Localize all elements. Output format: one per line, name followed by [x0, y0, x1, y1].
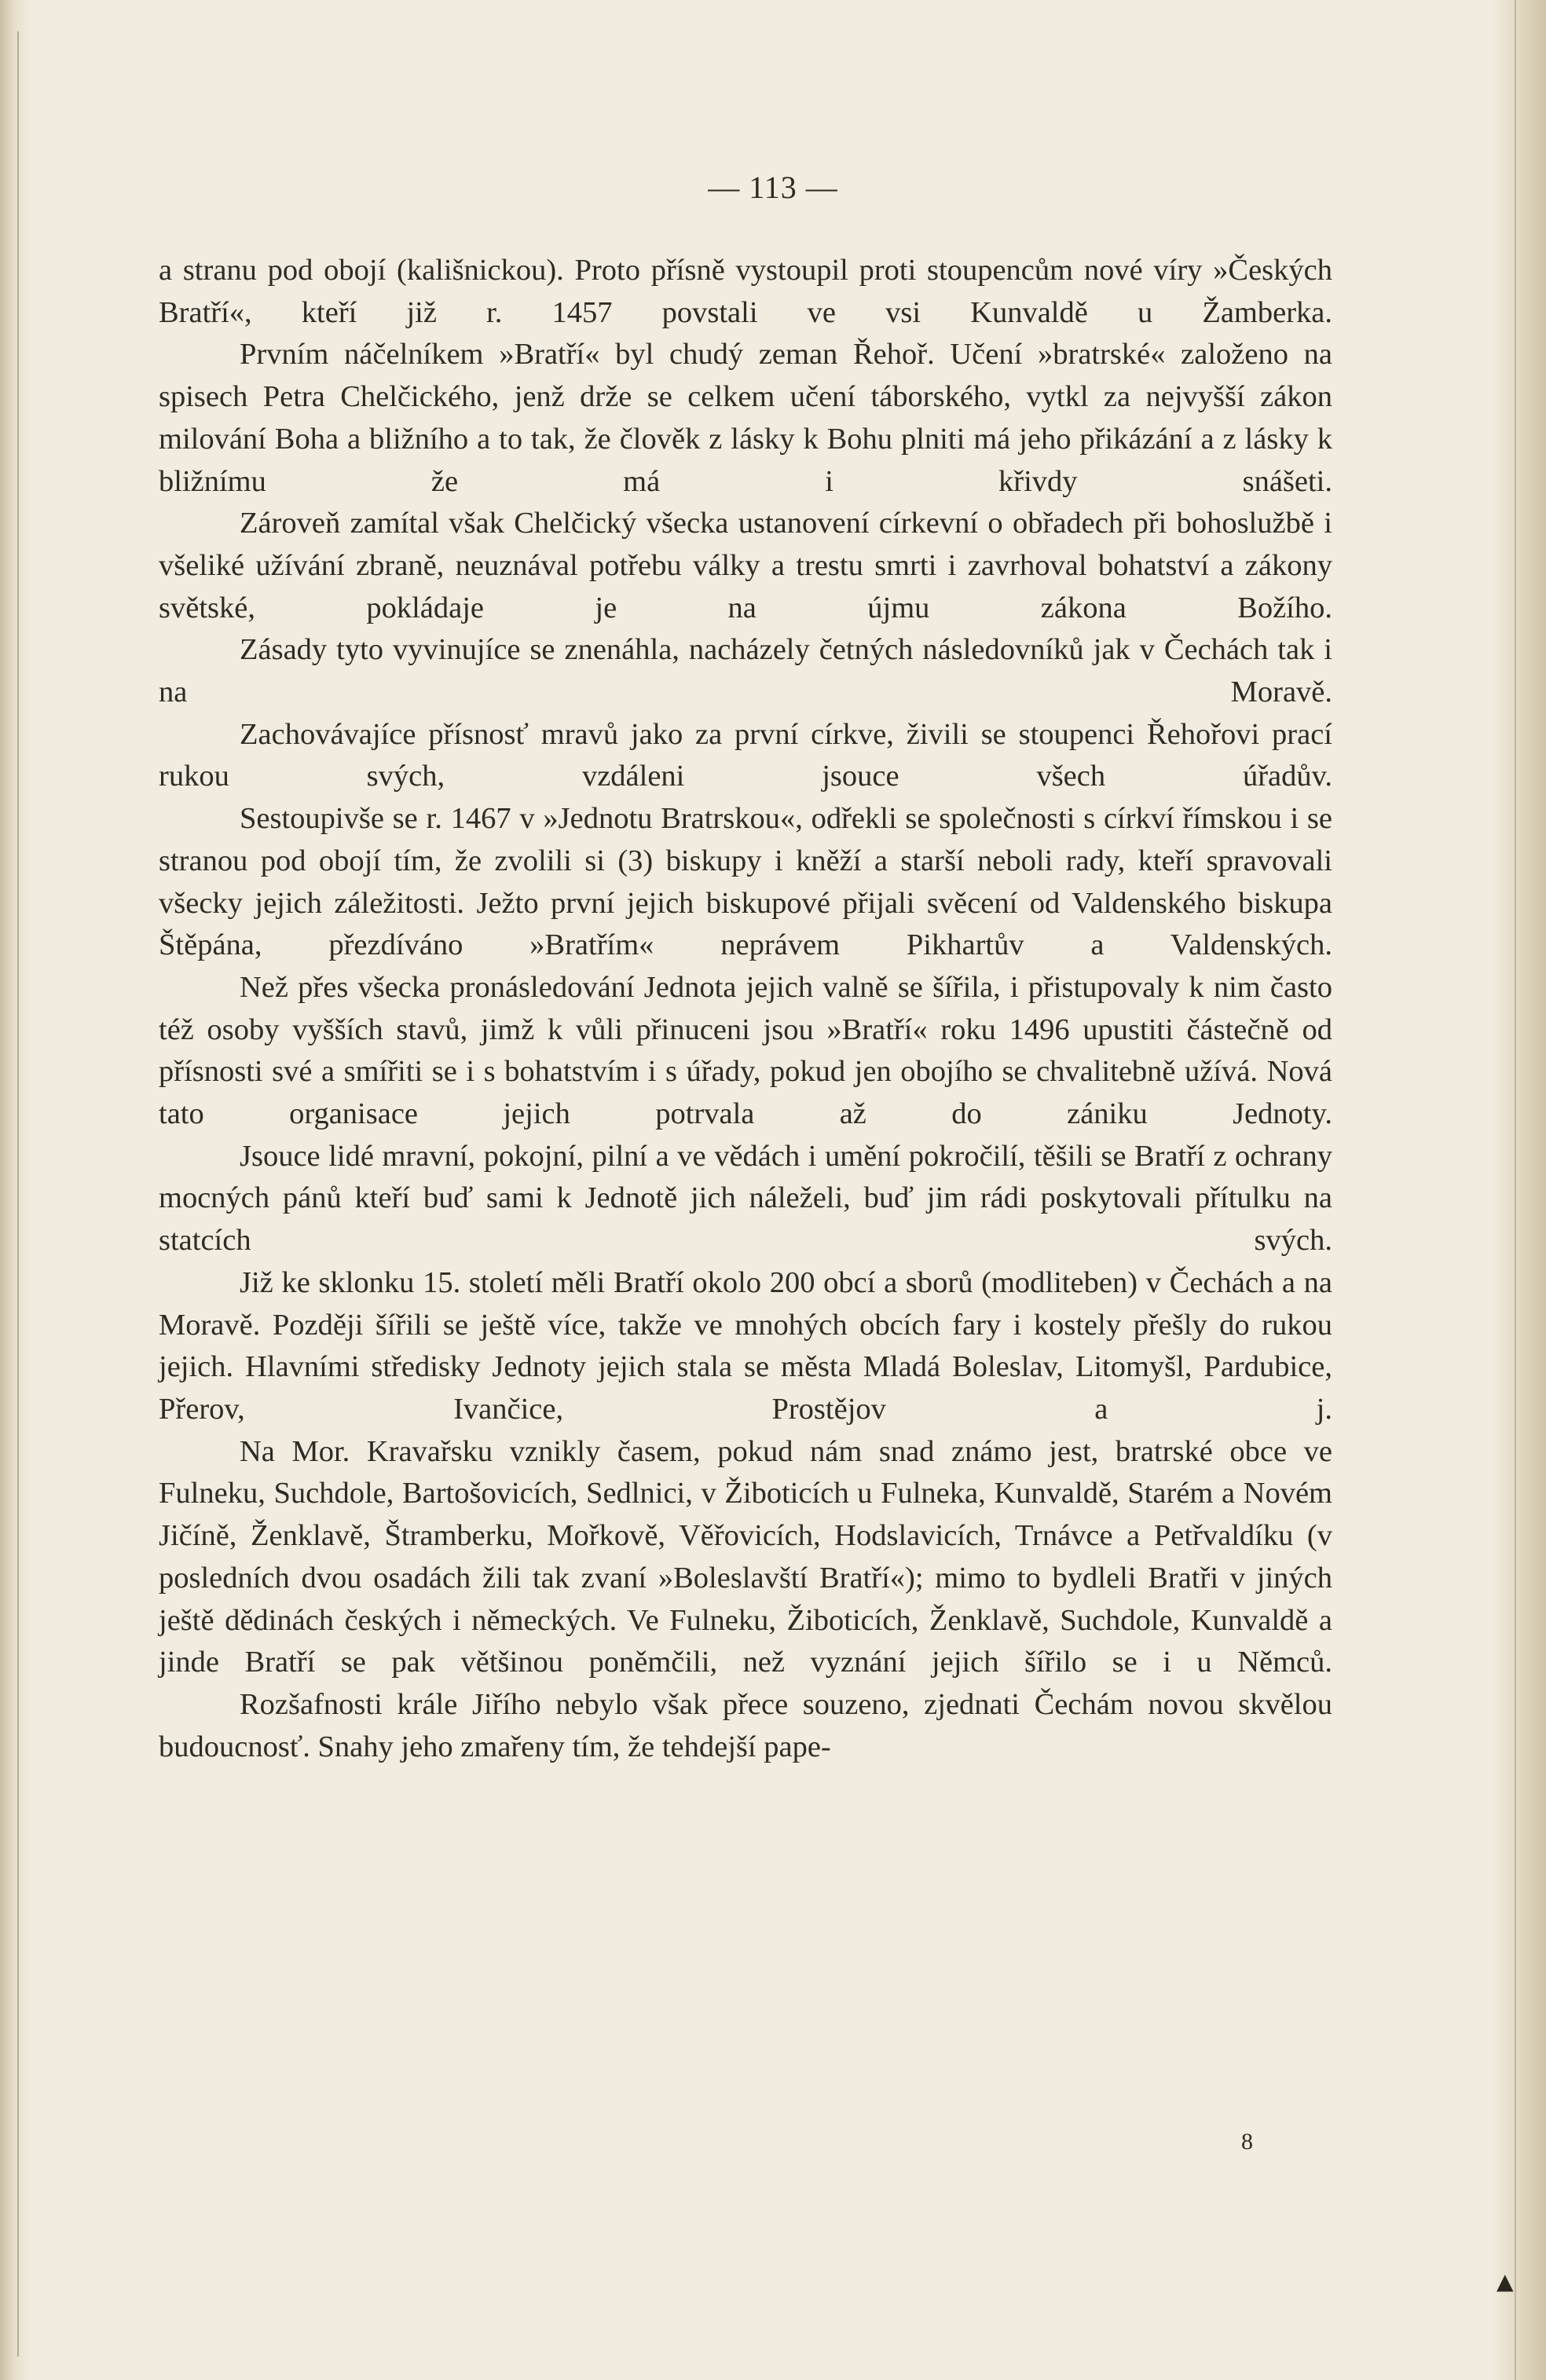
paragraph-1: a stranu pod obojí (kališnickou). Proto přísně vystoupil proti stoupencům nové víry »Českých Bratří«, kteří již r. 1457 povstali ve vsi Kunvaldě u Žamberka.	[159, 254, 1332, 329]
paragraph-4: Zásady tyto vyvinujíce se znenáhla, nacházely četných následovníků jak v Čechách tak i na Moravě.	[159, 633, 1332, 709]
paragraph-10: Na Mor. Kravařsku vznikly časem, pokud nám snad známo jest, bratrské obce ve Fulneku, Suchdole, Bartošovicích, Sedlnici, v Žiboticích u Fulneka, Kunvaldě, Starém a Novém Jičíně, Ženklavě, Štramberku, Mořkově, Věřovicích, Hodslavicích, Trnávce a Petřvaldíku (v posledních dvou osadách žili tak zvaní »Boleslavští Bratří«); mimo to bydleli Bratři v jiných ještě dědinách českých i německých. Ve Fulneku, Žiboticích, Ženklavě, Suchdole, Kunvaldě a jinde Bratří se pak většinou poněmčili, než vyznání jejich šířilo se i u Němců.	[159, 1434, 1332, 1679]
paragraph-6: Sestoupivše se r. 1467 v »Jednotu Bratrskou«, odřekli se společnosti s církví římskou i se stranou pod obojí tím, že zvolili si (3) biskupy i kněží a starší neboli rady, kteří spravovali všecky jejich záležitosti. Ježto první jejich biskupové přijali svěcení od Valdenského biskupa Štěpána, přezdíváno »Bratřím« neprávem Pikhartův a Valdenských.	[159, 802, 1332, 962]
page-number: — 113 —	[708, 170, 838, 205]
paragraph-3: Zároveň zamítal však Chelčický všecka ustanovení církevní o obřadech při bohoslužbě i všeliké užívání zbraně, neuznával potřebu války a trestu smrti i zavrhoval bohatství a zákony světské, pokládaje je na újmu zákona Božího.	[159, 507, 1332, 624]
paragraph-8: Jsouce lidé mravní, pokojní, pilní a ve vědách i umění pokročilí, těšili se Bratří z ochrany mocných pánů kteří buď sami k Jednotě jich náleželi, buď jim rádi poskytovali přítulku na statcích svých.	[159, 1139, 1332, 1258]
body-text	[159, 250, 1332, 1768]
paragraph-7: Než přes všecka pronásledování Jednota jejich valně se šířila, i přistupovaly k nim často též osoby vyšších stavů, jimž k vůli přinuceni jsou »Bratří« roku 1496 upustiti částečně od přísnosti své a smířiti se i s bohatstvím i s úřady, pokud jen obojího se chvalitebně užívá. Nová tato organisace jejich potrvala až do zániku Jednoty.	[159, 970, 1332, 1131]
paragraph-5: Zachovávajíce přísnosť mravů jako za první církve, živili se stoupenci Řehořovi prací rukou svých, vzdáleni jsouce všech úřadův.	[159, 717, 1332, 793]
paragraph-11: Rozšafnosti krále Jiřího nebylo však přece souzeno, zjednati Čechám novou skvělou budoucnosť. Snahy jeho zmařeny tím, že tehdejší pape-	[159, 1687, 1332, 1763]
paragraph-9: Již ke sklonku 15. století měli Bratří okolo 200 obcí a sborů (modliteben) v Čechách a na Moravě. Později šířili se ještě více, takže ve mnohých obcích fary i kostely přešly do rukou jejich. Hlavními středisky Jednoty jejich stala se města Mladá Boleslav, Litomyšl, Pardubice, Přerov, Ivančice, Prostějov a j.	[159, 1265, 1332, 1426]
gutter-rule	[17, 31, 19, 2356]
corner-mark-icon: ▲	[1497, 2268, 1514, 2294]
paragraph-2: Prvním náčelníkem »Bratří« byl chudý zeman Řehoř. Učení »bratrské« založeno na spisech Petra Chelčického, jenž drže se celkem učení táborského, vytkl za nejvyšší zákon milování Boha a bližního a to tak, že člověk z lásky k Bohu plniti má jeho přikázání a z lásky k bližnímu že má i křivdy snášeti.	[159, 338, 1332, 498]
edge-rule	[1515, 0, 1516, 2380]
page-edge	[1491, 0, 1546, 2380]
signature-mark: 8	[1241, 2129, 1253, 2155]
binding-gutter	[0, 0, 31, 2380]
